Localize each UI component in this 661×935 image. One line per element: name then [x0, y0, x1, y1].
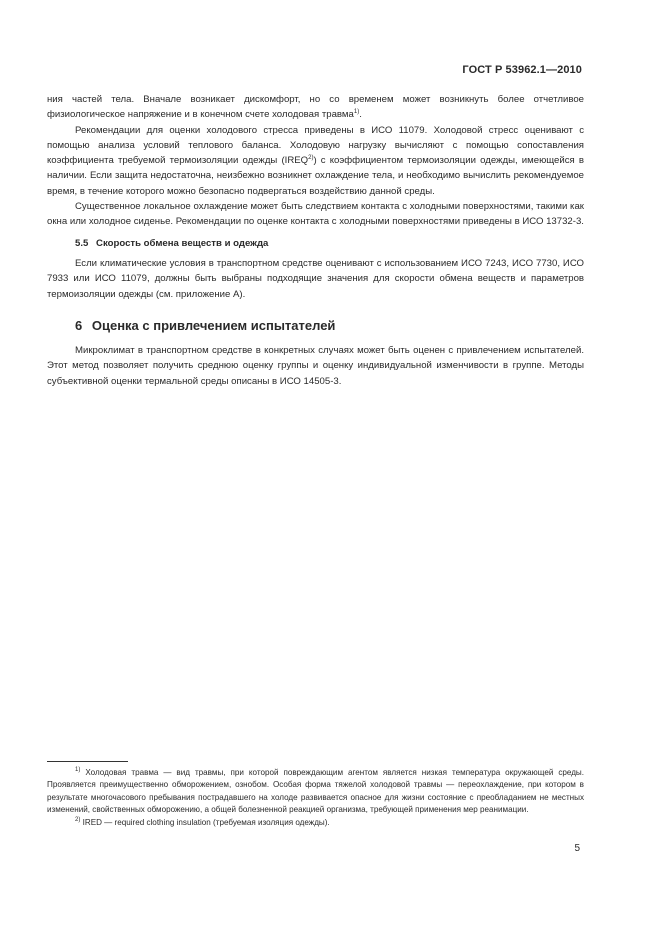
subsection-number: 5.5	[75, 237, 89, 249]
subsection-heading	[47, 236, 584, 251]
footnote-2: $^{2)}$ IRED — required clothing insulation (требуемая изоляция одежды).	[75, 816, 330, 827]
footnote-1: $^{1)}$ Холодовая травма — вид травмы, при которой повреждающим агентом является низкая температура окружающей среды. Проявляется преимущественно обморожением, ознобом. Особая форма тяжелой холодовой травмы — переохлаждение, при котором в результате многочасового пребывания пострадавшего на холоде развивается опасное для жизни состояние с преобладанием не местных изменений, свойственных обморожению, а общей болезненной реакцией организма, требующей применения мер реанимации.	[47, 767, 584, 815]
footnotes	[47, 767, 584, 829]
section-heading	[47, 318, 584, 333]
footnote-ref-1: 1)	[353, 109, 360, 116]
footnote-mark: 1)	[75, 767, 81, 773]
paragraph: Существенное локальное охлаждение может быть следствием контакта с холодными поверхностями, такими как окна или холодное сиденье. Рекомендации по оценке контакта с холодными поверхностями приведены в ИСО 13732-3.	[47, 201, 584, 228]
main-text	[47, 92, 584, 389]
subsection-title: Скорость обмена веществ и одежда	[96, 237, 269, 249]
paragraph: Если климатические условия в транспортном средстве оценивают с использованием ИСО 7243, ИСО 7730, ИСО 7933 или ИСО 11079, должны быть выбраны подходящие значения для скорости обмена веществ и параметров термоизоляции одежды (см. приложение А).	[47, 257, 584, 300]
paragraph: Микроклимат в транспортном средстве в конкретных случаях может быть оценен с привлечением испытателей. Этот метод позволяет получить среднюю оценку группы и оценку индивидуальной изменчивости в группе. Методы субъективной оценки термальной среды описаны в ИСО 14505-3.	[47, 345, 584, 387]
paragraph: ния частей тела. Вначале возникает дискомфорт, но со временем может возникнуть более отчетливое физиологическое напряжение и в конечном счете холодовая травма$^{1)}$.	[47, 94, 584, 121]
section-number: 6	[75, 317, 83, 333]
paragraph: Рекомендации для оценки холодового стресса приведены в ИСО 11079. Холодовой стресс оценивают с помощью анализа условий теплового баланса. Холодовую нагрузку вычисляют с помощью сопоставления коэффициента требуемой термоизоляции одежды (IREQ$^{2)}$) с коэффициентом термоизоляции одежды, имеющейся в наличии. Если защита недостаточна, неизбежно возникнет охлаждение тела, и необходимо вычислить рекомендуемое время, в течение которого можно безопасно подвергаться воздействию данной среды.	[47, 124, 584, 197]
footnote-mark: 2)	[75, 816, 81, 823]
document-id-header: ГОСТ Р 53962.1—2010	[462, 64, 582, 76]
footnote-ref-2: 2)	[308, 155, 314, 162]
section-title: Оценка с привлечением испытателей	[91, 317, 336, 333]
page-number: 5	[574, 843, 580, 854]
footnote-divider	[47, 761, 128, 762]
